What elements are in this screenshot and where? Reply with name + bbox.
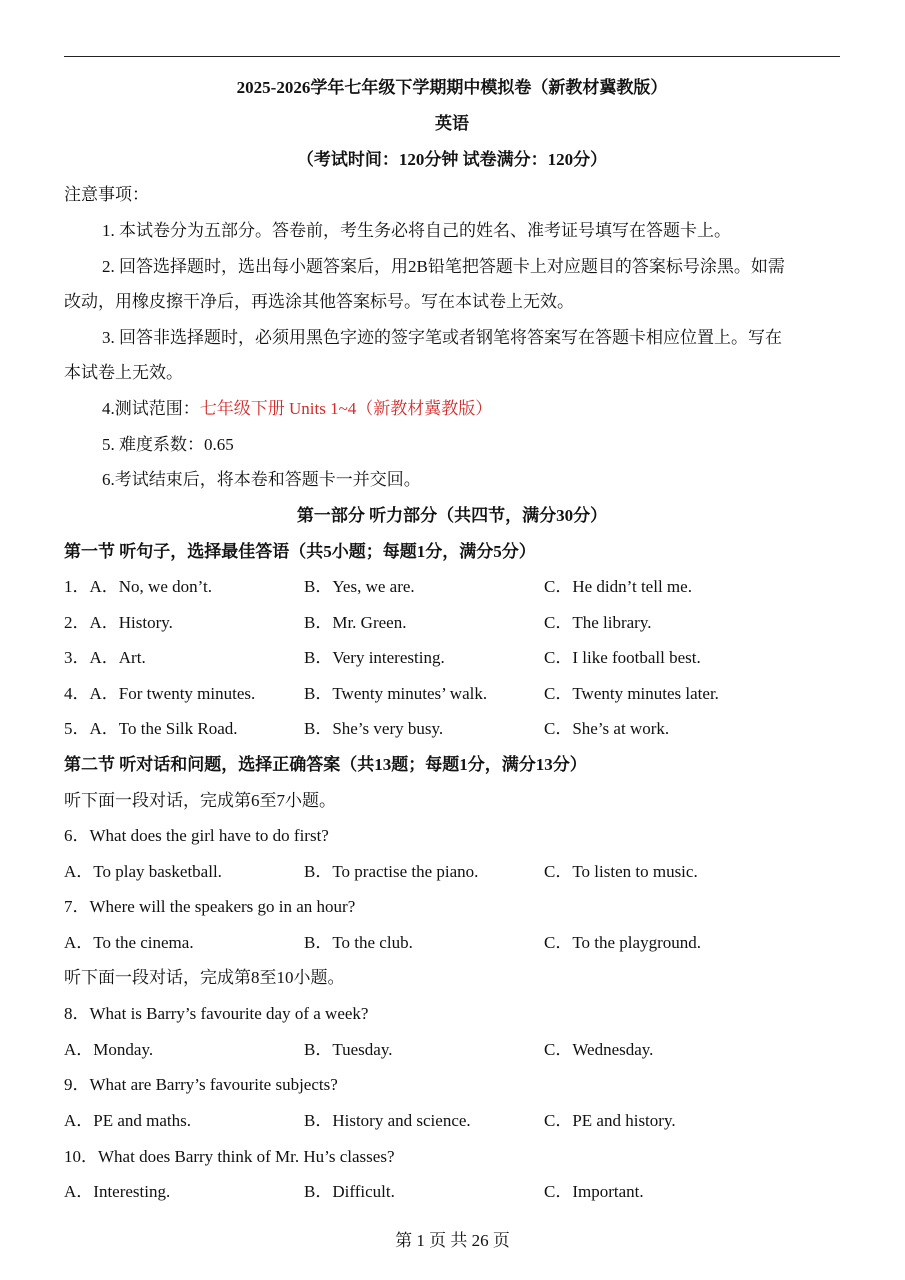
exam-info: （考试时间：120分钟 试卷满分：120分） <box>296 150 608 169</box>
option-a: 1．A．No, we don’t. <box>64 577 212 596</box>
note-item: 2. 回答选择题时，选出每小题答案后，用2B铅笔把答题卡上对应题目的答案标号涂黑。如需 <box>102 257 785 276</box>
question-9: 9．What are Barry’s favourite subjects? <box>64 1075 338 1094</box>
subject-title: 英语 <box>435 114 469 133</box>
option-c: C．The library. <box>544 613 652 632</box>
option-c: C．PE and history. <box>544 1111 676 1130</box>
option-b: B．To practise the piano. <box>304 862 479 881</box>
option-b: B．Tuesday. <box>304 1040 393 1059</box>
option-b: B．Mr. Green. <box>304 613 407 632</box>
note-item: 改动，用橡皮擦干净后，再选涂其他答案标号。写在本试卷上无效。 <box>64 292 574 311</box>
option-c: C．Twenty minutes later. <box>544 684 719 703</box>
note-item: 3. 回答非选择题时，必须用黑色字迹的签字笔或者钢笔将答案写在答题卡相应位置上。写在 <box>102 328 782 347</box>
option-a: 3．A．Art. <box>64 648 146 667</box>
note-difficulty: 5. 难度系数：0.65 <box>102 435 234 454</box>
option-a: A．PE and maths. <box>64 1111 192 1130</box>
scope-value: 七年级下册 Units 1~4（新教材冀教版） <box>199 399 493 418</box>
scope-label: 4.测试范围： <box>102 399 200 418</box>
option-a: A．To play basketball. <box>64 862 222 881</box>
question-6: 6．What does the girl have to do first? <box>64 826 329 845</box>
option-a: 5．A．To the Silk Road. <box>64 719 238 738</box>
instruction: 听下面一段对话，完成第8至10小题。 <box>64 968 345 987</box>
note-item: 1. 本试卷分为五部分。答卷前，考生务必将自己的姓名、准考证号填写在答题卡上。 <box>102 221 731 240</box>
option-a: 4．A．For twenty minutes. <box>64 684 256 703</box>
notes-heading: 注意事项： <box>64 185 149 204</box>
option-b: B．Difficult. <box>304 1182 395 1201</box>
instruction: 听下面一段对话，完成第6至7小题。 <box>64 791 336 810</box>
option-a: A．Interesting. <box>64 1182 171 1201</box>
option-c: C．To listen to music. <box>544 862 698 881</box>
option-a: A．Monday. <box>64 1040 154 1059</box>
option-b: B．To the club. <box>304 933 413 952</box>
note-item: 本试卷上无效。 <box>64 363 183 382</box>
page-number: 第 1 页 共 26 页 <box>395 1231 510 1250</box>
question-10: 10．What does Barry think of Mr. Hu’s classes? <box>64 1147 395 1166</box>
question-8: 8．What is Barry’s favourite day of a week? <box>64 1004 369 1023</box>
section2-title: 第二节 听对话和问题，选择正确答案（共13题；每题1分，满分13分） <box>64 755 587 774</box>
option-c: C．Wednesday. <box>544 1040 654 1059</box>
note-scope <box>102 394 882 419</box>
option-b: B．Yes, we are. <box>304 577 415 596</box>
option-b: B．History and science. <box>304 1111 471 1130</box>
part1-title: 第一部分 听力部分（共四节，满分30分） <box>296 506 608 525</box>
option-c: C．To the playground. <box>544 933 701 952</box>
option-b: B．Very interesting. <box>304 648 445 667</box>
option-c: C．I like football best. <box>544 648 701 667</box>
note-ending: 6.考试结束后，将本卷和答题卡一并交回。 <box>102 470 421 489</box>
option-a: A．To the cinema. <box>64 933 194 952</box>
option-c: C．Important. <box>544 1182 644 1201</box>
option-a: 2．A．History. <box>64 613 173 632</box>
exam-title: 2025-2026学年七年级下学期期中模拟卷（新教材冀教版） <box>236 78 668 97</box>
option-b: B．Twenty minutes’ walk. <box>304 684 488 703</box>
option-c: C．She’s at work. <box>544 719 670 738</box>
section1-title: 第一节 听句子，选择最佳答语（共5小题；每题1分，满分5分） <box>64 542 536 561</box>
question-7: 7．Where will the speakers go in an hour? <box>64 897 356 916</box>
option-c: C．He didn’t tell me. <box>544 577 692 596</box>
option-b: B．She’s very busy. <box>304 719 444 738</box>
top-rule <box>64 56 840 57</box>
